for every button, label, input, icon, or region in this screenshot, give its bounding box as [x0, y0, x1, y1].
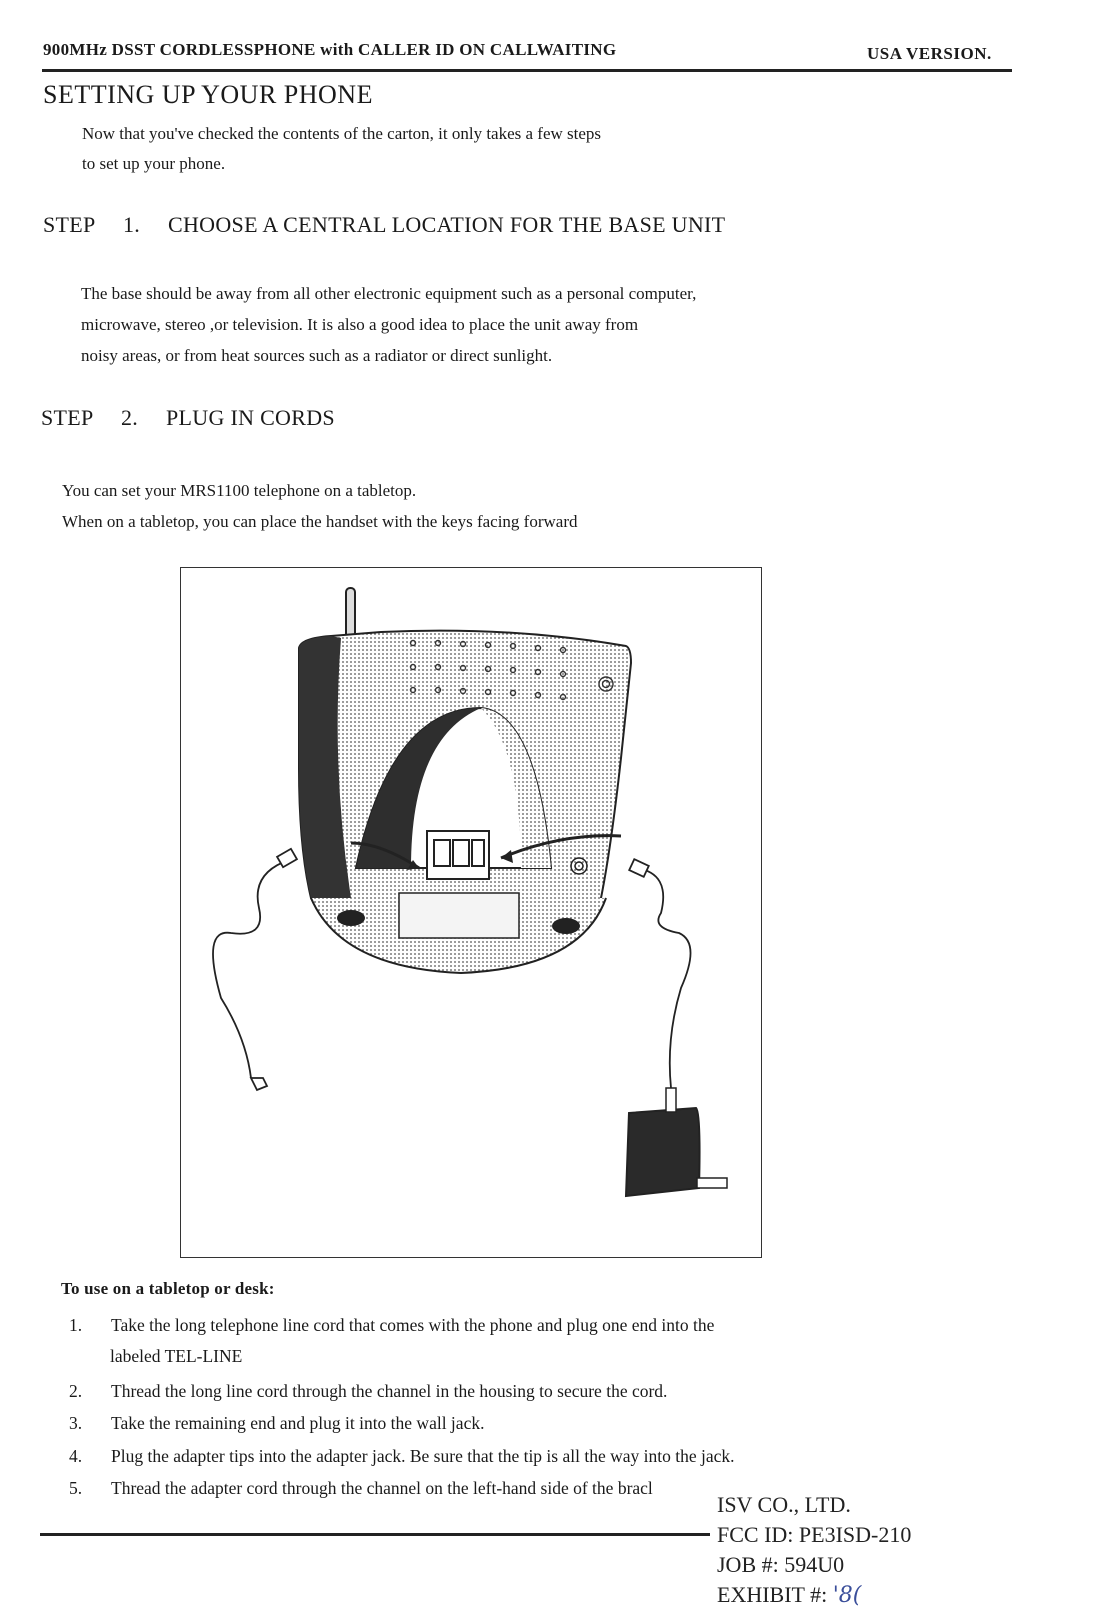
- exhibit-label: EXHIBIT #:: [717, 1582, 828, 1607]
- phone-base-unit-icon: [181, 568, 760, 1256]
- step-title: PLUG IN CORDS: [166, 405, 335, 430]
- step-label: STEP: [41, 405, 94, 430]
- step-1-body: [81, 278, 696, 371]
- page-title: SETTING UP YOUR PHONE: [43, 80, 373, 109]
- instructions-caption: To use on a tabletop or desk:: [61, 1279, 275, 1298]
- intro-line: to set up your phone.: [82, 154, 226, 173]
- list-item: [69, 1310, 809, 1370]
- stamp-fcc-id: FCC ID: PE3ISD-210: [717, 1522, 912, 1547]
- stamp-exhibit: [717, 1580, 911, 1611]
- item-text: Thread the long line cord through the channel in the housing to secure the cord.: [111, 1381, 668, 1401]
- exhibit-stamp: [717, 1490, 911, 1611]
- body-line: When on a tabletop, you can place the handset with the keys facing forward: [62, 512, 578, 531]
- intro-line: Now that you've checked the contents of the carton, it only takes a few steps: [82, 124, 602, 143]
- stamp-company: ISV CO., LTD.: [717, 1492, 851, 1517]
- footer-divider: [40, 1533, 710, 1536]
- step-title: CHOOSE A CENTRAL LOCATION FOR THE BASE UNIT: [168, 212, 726, 237]
- body-line: microwave, stereo ,or television. It is also a good idea to place the unit away from: [81, 315, 639, 334]
- step-2-body: [62, 475, 577, 537]
- running-header: 900MHz DSST CORDLESSPHONE with CALLER ID ON CALLWAITING: [43, 40, 617, 59]
- step-2-heading: [41, 405, 335, 431]
- step-1-heading: [43, 212, 725, 238]
- stamp-job-number: JOB #: 594U0: [717, 1552, 845, 1577]
- version-label: USA VERSION.: [867, 44, 992, 63]
- list-item: [69, 1473, 719, 1503]
- step-number: 1.: [123, 212, 141, 237]
- step-number: 2.: [121, 405, 139, 430]
- item-number: 5.: [69, 1478, 83, 1498]
- exhibit-number: '8(: [832, 1583, 862, 1608]
- list-item: [69, 1441, 829, 1471]
- step-label: STEP: [43, 212, 96, 237]
- list-item: [69, 1408, 809, 1438]
- item-number: 4.: [69, 1446, 83, 1466]
- header-divider: [42, 69, 1012, 72]
- list-item: [69, 1376, 809, 1406]
- ac-adapter-icon: [626, 859, 727, 1196]
- body-line: noisy areas, or from heat sources such as a radiator or direct sunlight.: [81, 346, 553, 365]
- item-number: 1.: [69, 1315, 83, 1335]
- item-text: Thread the adapter cord through the channel on the left-hand side of the bracl: [111, 1478, 653, 1498]
- item-text: Take the remaining end and plug it into the wall jack.: [111, 1413, 485, 1433]
- item-text-continued: labeled TEL-LINE: [110, 1346, 243, 1366]
- phone-setup-figure: [180, 567, 762, 1258]
- item-number: 2.: [69, 1381, 83, 1401]
- item-text: Plug the adapter tips into the adapter jack. Be sure that the tip is all the way into the jack.: [111, 1446, 735, 1466]
- telephone-line-cord-icon: [213, 849, 297, 1090]
- body-line: You can set your MRS1100 telephone on a tabletop.: [62, 481, 417, 500]
- body-line: The base should be away from all other electronic equipment such as a personal computer,: [81, 284, 697, 303]
- item-text: Take the long telephone line cord that comes with the phone and plug one end into the: [111, 1315, 715, 1335]
- item-number: 3.: [69, 1413, 83, 1433]
- intro-paragraph: [82, 119, 601, 179]
